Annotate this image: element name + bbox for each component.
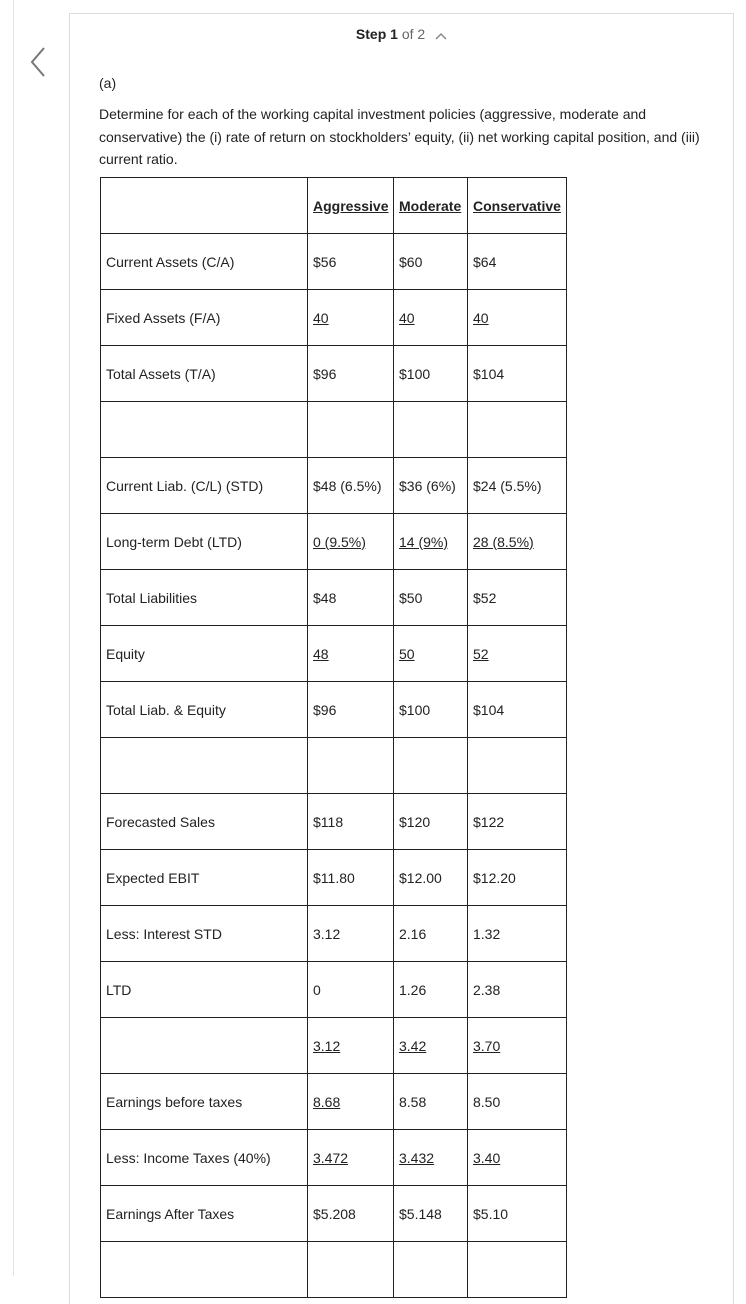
cell-aggressive [308, 514, 394, 570]
cell-moderate [394, 514, 468, 570]
cell-value: 3.70 [473, 1037, 501, 1054]
table-row [101, 682, 567, 738]
header-cell-empty [101, 178, 308, 234]
cell-value: 48 [313, 645, 329, 662]
table-row [101, 458, 567, 514]
cell-value: 50 [399, 645, 415, 662]
cell-aggressive [308, 570, 394, 626]
cell-aggressive [308, 850, 394, 906]
cell-aggressive [308, 1242, 394, 1298]
table-row [101, 962, 567, 1018]
cell-value: 3.40 [473, 1149, 501, 1166]
cell-value: 28 (8.5%) [473, 533, 534, 550]
step-label: Step [355, 26, 387, 42]
table-row [101, 1242, 567, 1298]
row-label [101, 1242, 308, 1298]
cell-moderate [394, 682, 468, 738]
table-row [101, 738, 567, 794]
question-text: Determine for each of the working capital investment policies (aggressive, moderate and conservative) the (i) rate of return on stockholders’ equity, (ii) net working capital position, and (iii) current ratio. [99, 106, 700, 167]
cell-value: 1.32 [473, 925, 501, 942]
cell-value: $96 [313, 701, 337, 718]
row-label: Total Liabilities [101, 570, 308, 626]
cell-conservative [468, 850, 567, 906]
table-row [101, 514, 567, 570]
table-row [101, 1130, 567, 1186]
cell-value: $104 [473, 701, 505, 718]
cell-moderate [394, 738, 468, 794]
cell-moderate [394, 1242, 468, 1298]
cell-value: $24 (5.5%) [473, 477, 542, 494]
cell-value: $11.80 [313, 869, 355, 886]
row-label [101, 1018, 308, 1074]
cell-value: 3.472 [313, 1149, 349, 1166]
cell-conservative [468, 1074, 567, 1130]
cell-moderate [394, 1018, 468, 1074]
row-label [101, 402, 308, 458]
cell-value: 40 [473, 309, 489, 326]
cell-value: $60 [399, 253, 423, 270]
cell-value: $56 [313, 253, 337, 270]
cell-aggressive [308, 682, 394, 738]
cell-aggressive [308, 234, 394, 290]
cell-value: 3.42 [399, 1037, 427, 1054]
cell-conservative [468, 1186, 567, 1242]
cell-moderate [394, 626, 468, 682]
cell-conservative [468, 234, 567, 290]
cell-value: 0 [313, 981, 321, 998]
cell-conservative [468, 962, 567, 1018]
cell-conservative [468, 906, 567, 962]
cell-value: 2.38 [473, 981, 501, 998]
cell-aggressive [308, 402, 394, 458]
row-label: Less: Interest STD [101, 906, 308, 962]
row-label: Fixed Assets (F/A) [101, 290, 308, 346]
cell-value: $100 [399, 365, 431, 382]
cell-moderate [394, 1074, 468, 1130]
header-moderate: Moderate [394, 178, 468, 234]
cell-aggressive [308, 626, 394, 682]
cell-moderate [394, 402, 468, 458]
cell-value: $122 [473, 813, 505, 830]
cell-value: $12.20 [473, 869, 516, 886]
cell-conservative [468, 514, 567, 570]
cell-value: $100 [399, 701, 431, 718]
cell-aggressive [308, 906, 394, 962]
cell-conservative [468, 1242, 567, 1298]
table-row [101, 626, 567, 682]
table-row [101, 1018, 567, 1074]
cell-value: $48 (6.5%) [313, 477, 382, 494]
cell-aggressive [308, 346, 394, 402]
table-row [101, 1186, 567, 1242]
cell-moderate [394, 1186, 468, 1242]
row-label: Current Liab. (C/L) (STD) [101, 458, 308, 514]
cell-moderate [394, 794, 468, 850]
cell-value: $64 [473, 253, 497, 270]
cell-value: 3.432 [399, 1149, 435, 1166]
cell-value: $36 (6%) [399, 477, 456, 494]
row-label: Expected EBIT [101, 850, 308, 906]
cell-aggressive [308, 962, 394, 1018]
row-label [101, 738, 308, 794]
row-label: Less: Income Taxes (40%) [101, 1130, 308, 1186]
header-aggressive: Aggressive [308, 178, 394, 234]
cell-moderate [394, 290, 468, 346]
row-label: Forecasted Sales [101, 794, 308, 850]
table-row [101, 906, 567, 962]
cell-value: $118 [313, 813, 344, 830]
cell-conservative [468, 290, 567, 346]
row-label: Total Assets (T/A) [101, 346, 308, 402]
cell-value: $5.10 [473, 1205, 509, 1222]
cell-aggressive [308, 738, 394, 794]
cell-conservative [468, 682, 567, 738]
table-row [101, 346, 567, 402]
cell-aggressive [308, 1130, 394, 1186]
row-label: Current Assets (C/A) [101, 234, 308, 290]
row-label: Long-term Debt (LTD) [101, 514, 308, 570]
cell-value: 1.26 [399, 981, 427, 998]
cell-value: $96 [313, 365, 337, 382]
row-label: Earnings before taxes [101, 1074, 308, 1130]
cell-aggressive [308, 1186, 394, 1242]
cell-conservative [468, 402, 567, 458]
step-total: of 2 [401, 26, 426, 42]
cell-conservative [468, 1130, 567, 1186]
step-current: 1 [390, 26, 398, 42]
table-row [101, 850, 567, 906]
cell-value: $120 [399, 813, 431, 830]
cell-moderate [394, 458, 468, 514]
row-label: Total Liab. & Equity [101, 682, 308, 738]
row-label: LTD [101, 962, 308, 1018]
solution-card [69, 13, 734, 1304]
step-header [70, 26, 733, 43]
section-label: (a) [99, 75, 117, 91]
cell-value: 3.12 [313, 1037, 341, 1054]
cell-value: $5.148 [399, 1205, 442, 1222]
cell-moderate [394, 1130, 468, 1186]
cell-value: $104 [473, 365, 505, 382]
cell-value: 40 [313, 309, 329, 326]
cell-value: 14 (9%) [399, 533, 449, 550]
cell-moderate [394, 346, 468, 402]
cell-value: 0 (9.5%) [313, 533, 366, 550]
cell-aggressive [308, 794, 394, 850]
left-divider [13, 0, 14, 1276]
cell-value: 3.12 [313, 925, 341, 942]
cell-value: 8.68 [313, 1093, 341, 1110]
header-conservative: Conservative [468, 178, 567, 234]
cell-moderate [394, 234, 468, 290]
cell-conservative [468, 570, 567, 626]
table-row [101, 1074, 567, 1130]
table-row [101, 234, 567, 290]
cell-value: $48 [313, 589, 337, 606]
cell-conservative [468, 458, 567, 514]
cell-moderate [394, 962, 468, 1018]
cell-value: $50 [399, 589, 423, 606]
cell-value: 8.50 [473, 1093, 501, 1110]
table-header-row [101, 178, 567, 234]
capital-policy-table [100, 177, 567, 1298]
cell-conservative [468, 1018, 567, 1074]
cell-moderate [394, 850, 468, 906]
chevron-left-icon [26, 44, 54, 80]
back-button[interactable] [26, 44, 54, 80]
cell-value: $12.00 [399, 869, 442, 886]
chevron-up-icon [435, 32, 447, 40]
cell-value: 52 [473, 645, 489, 662]
cell-moderate [394, 570, 468, 626]
cell-conservative [468, 794, 567, 850]
cell-value: $52 [473, 589, 497, 606]
row-label: Earnings After Taxes [101, 1186, 308, 1242]
cell-aggressive [308, 1018, 394, 1074]
table-row [101, 794, 567, 850]
cell-aggressive [308, 458, 394, 514]
cell-moderate [394, 906, 468, 962]
cell-value: 8.58 [399, 1093, 427, 1110]
cell-value: 2.16 [399, 925, 427, 942]
cell-value: 40 [399, 309, 415, 326]
cell-value: $5.208 [313, 1205, 356, 1222]
table-row [101, 402, 567, 458]
cell-aggressive [308, 1074, 394, 1130]
cell-aggressive [308, 290, 394, 346]
table-row [101, 290, 567, 346]
cell-conservative [468, 738, 567, 794]
cell-conservative [468, 626, 567, 682]
cell-conservative [468, 346, 567, 402]
row-label: Equity [101, 626, 308, 682]
table-row [101, 570, 567, 626]
collapse-button[interactable] [435, 27, 447, 43]
